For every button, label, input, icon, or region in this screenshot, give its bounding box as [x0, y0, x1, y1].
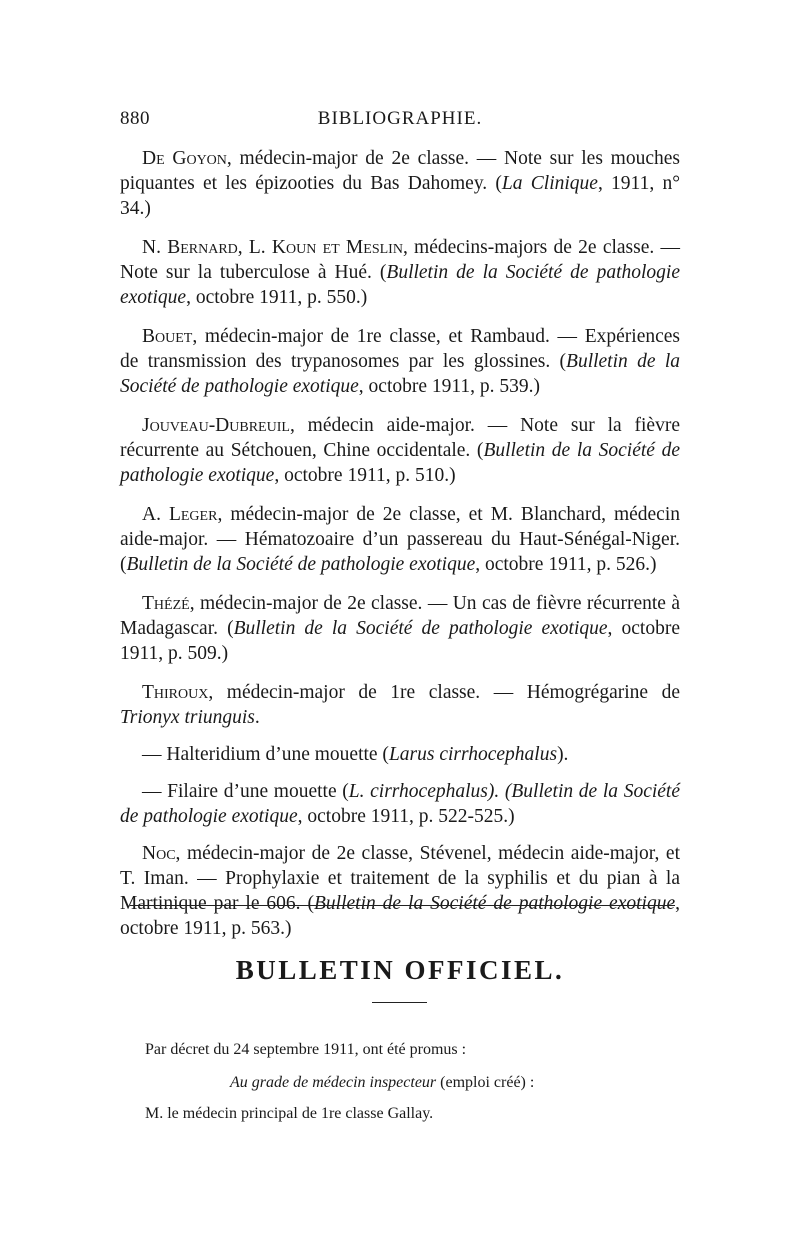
entry-source: Larus cirrhocephalus — [388, 744, 558, 765]
entry-source: Bulletin de la Société de pathologie exotique — [233, 618, 608, 639]
entry-source: Bulletin de la Société de pathologie exotique — [314, 893, 676, 914]
entry-tail: , octobre 1911, p. 509.) — [120, 618, 680, 664]
entry-tail: , octobre 1911, p. 526.) — [475, 554, 657, 575]
bulletin-title: BULLETIN OFFICIEL. — [235, 955, 565, 985]
entry-author: Thiroux — [142, 682, 209, 703]
page-number: 880 — [120, 108, 150, 129]
entry-source: L. cirrhocephalus). (Bulletin de la Société de pathologie exotique — [120, 781, 680, 827]
entry-source: La Clinique — [501, 173, 598, 194]
bibliography-entry — [120, 591, 680, 666]
entry-author: Thézé — [142, 593, 190, 614]
bibliography-entry — [120, 680, 680, 730]
entry-tail: , octobre 1911, p. 510.) — [274, 465, 456, 486]
running-title: BIBLIOGRAPHIE. — [317, 108, 483, 129]
entry-source: Bulletin de la Société de pathologie exotique — [120, 262, 680, 308]
bibliography-entry — [120, 779, 680, 829]
entry-author: A. Leger — [142, 504, 218, 525]
promotion-line: M. le médecin principal de 1re classe Gallay. — [145, 1105, 434, 1122]
grade-italic: Au grade de médecin inspecteur — [230, 1074, 437, 1091]
entry-text: , médecin aide-major. — Note sur la fièvre récurrente au Sétchouen, Chine occidentale. ( — [120, 415, 680, 461]
bibliography-entry — [120, 841, 680, 941]
entry-text: , médecin-major de 2e classe, Stévenel, médecin aide-major, et T. Iman. — Prophylaxie et traitement de la syphilis et du pian à la Martinique par le 606. ( — [120, 843, 680, 914]
bibliography-entry — [120, 146, 680, 221]
title-underline — [372, 1002, 427, 1003]
entry-text: , médecin-major de 1re classe. — Hémogrégarine de — [208, 682, 680, 703]
bibliography-entry — [120, 235, 680, 310]
entry-text: , médecins-majors de 2e classe. — Note sur la tuberculose à Hué. ( — [120, 237, 680, 283]
entry-source: Trionyx triunguis — [120, 707, 255, 728]
entry-author: Noc — [142, 843, 176, 864]
bibliography-list — [120, 146, 680, 955]
entry-tail: , octobre 1911, p. 563.) — [120, 893, 680, 939]
entry-text: , médecin-major de 2e classe. — Note sur les mouches piquantes et les épizooties du Bas Dahomey. ( — [120, 148, 680, 194]
bibliography-entry — [120, 742, 680, 767]
entry-author: Bouet — [142, 326, 193, 347]
entry-source: Bulletin de la Société de pathologie exotique — [120, 351, 680, 397]
entry-tail: , octobre 1911, p. 539.) — [358, 376, 541, 397]
entry-author: De Goyon — [142, 148, 227, 169]
grade-tail: (emploi créé) : — [436, 1074, 535, 1091]
entry-tail: , octobre 1911, p. 522-525.) — [297, 806, 515, 827]
bibliography-entry — [120, 413, 680, 488]
section-divider — [130, 905, 675, 906]
entry-text: , médecin-major de 2e classe, et M. Blanchard, médecin aide-major. — Hématozoaire d’un passereau du Haut-Sénégal-Niger. ( — [120, 504, 681, 575]
entry-text: , médecin-major de 2e classe. — Un cas de fièvre récurrente à Madagascar. ( — [120, 593, 680, 639]
entry-author: N. Bernard, L. Koun et Meslin — [142, 237, 403, 258]
entry-tail: , 1911, n° 34.) — [120, 173, 681, 219]
running-header — [120, 108, 680, 132]
entry-text: — Filaire d’une mouette ( — [142, 781, 349, 802]
bibliography-entry — [120, 502, 680, 577]
entry-text: , médecin-major de 1re classe, et Rambaud. — Expériences de transmission des trypanosomes par les glossines. ( — [120, 326, 680, 372]
entry-tail: . — [254, 707, 260, 728]
decree-line: Par décret du 24 septembre 1911, ont été promus : — [145, 1041, 467, 1058]
entry-tail: , octobre 1911, p. 550.) — [186, 287, 368, 308]
entry-tail: ). — [557, 744, 569, 765]
entry-author: Jouveau-Dubreuil — [142, 415, 290, 436]
entry-source: Bulletin de la Société de pathologie exotique — [126, 554, 476, 575]
entry-text: — Halteridium d’une mouette ( — [142, 744, 389, 765]
bibliography-entry — [120, 324, 680, 399]
grade-line — [230, 1073, 790, 1093]
entry-source: Bulletin de la Société de pathologie exotique — [120, 440, 680, 486]
